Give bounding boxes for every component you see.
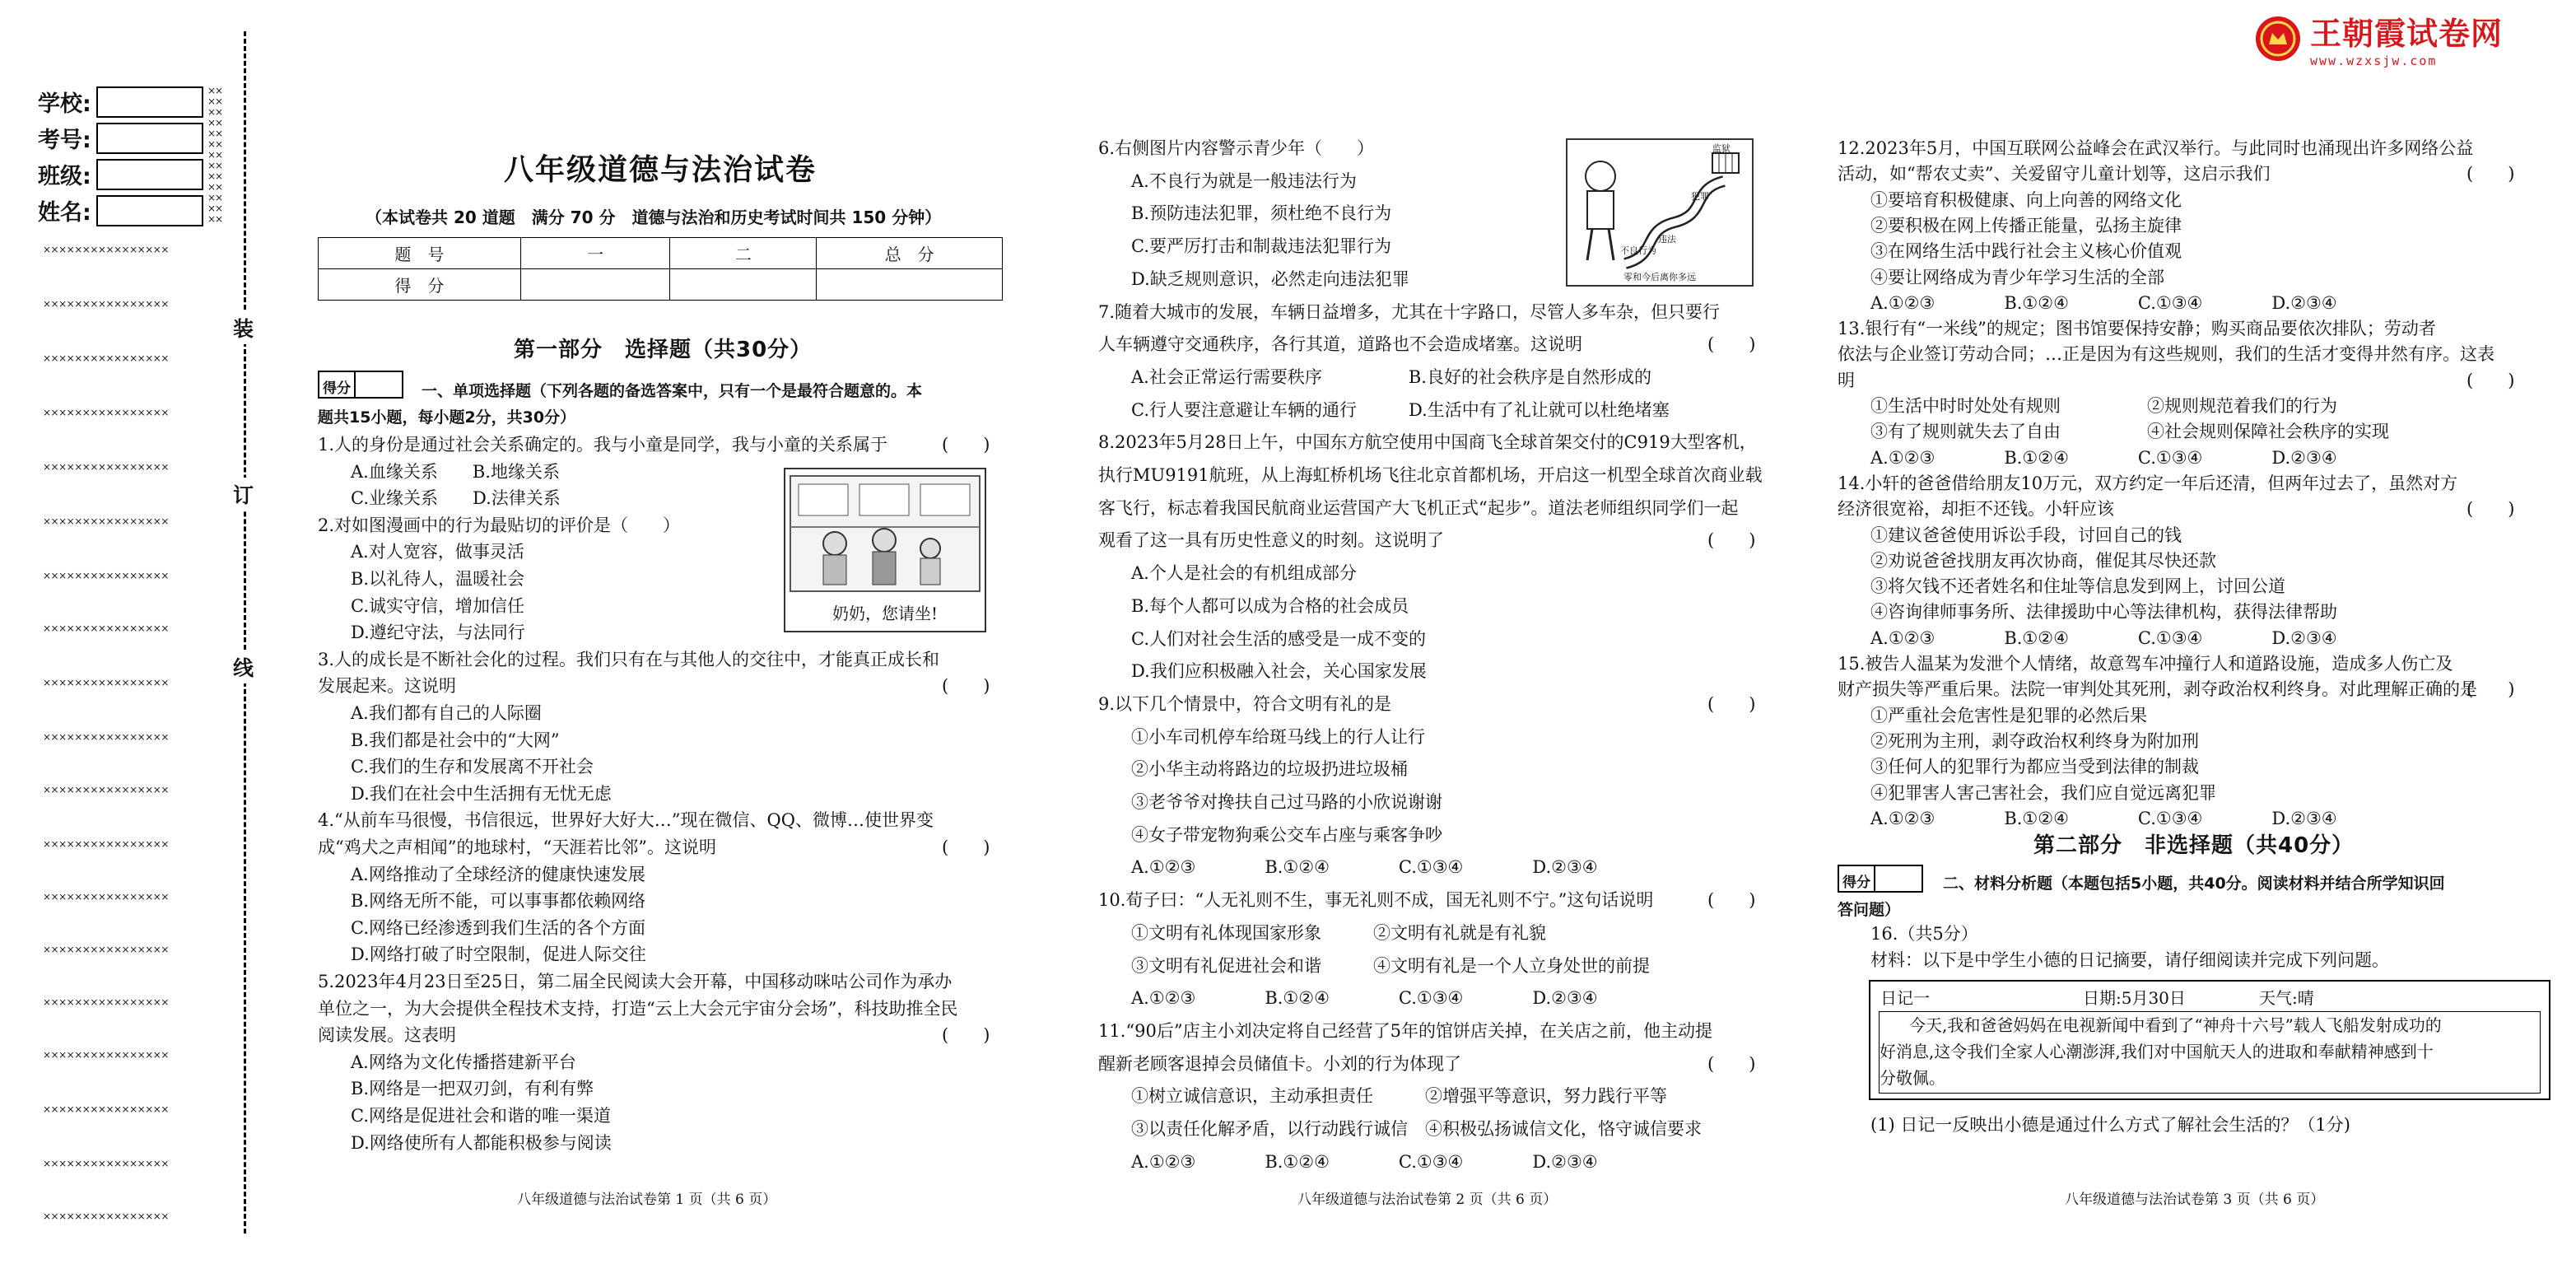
score-table	[318, 237, 1003, 301]
col3-line: ④咨询律师事务所、法律援助中心等法律机构，获得法律帮助	[1870, 602, 2337, 623]
part2-score-label: 得分	[1839, 866, 1875, 891]
col1-line: C.网络已经渗透到我们生活的各个方面	[351, 917, 645, 938]
col1-line: 发展起来。这说明	[318, 676, 456, 697]
col2-line: A.①②③ B.①②④ C.①③④ D.②③④	[1131, 1151, 1598, 1172]
col2-line: B.每个人都可以成为合格的社会成员	[1131, 595, 1409, 616]
school-input[interactable]	[96, 86, 203, 118]
col2-line: B.预防违法犯罪，须杜绝不良行为	[1131, 203, 1392, 224]
answer-bracket[interactable]: ( )	[942, 837, 990, 857]
score-input-part2[interactable]	[670, 269, 817, 301]
col2-line: 7.随着大城市的发展，车辆日益增多，尤其在十字路口，尽管人多车杂，但只要行	[1098, 301, 1721, 322]
answer-bracket[interactable]: ( )	[942, 435, 990, 455]
page-1-footer: 八年级道德与法治试卷第 1 页（共 6 页）	[517, 1192, 777, 1208]
diary-line: 好消息,这令我们全家人心潮澎湃,我们对中国航天人的进取和奉献精神感到十	[1880, 1042, 2434, 1061]
col2-line: 观看了这一具有历史性意义的时刻。这说明了	[1098, 530, 1444, 551]
col2-line: 9.以下几个情景中，符合文明有礼的是	[1098, 693, 1392, 714]
col2-line: ①小车司机停车给斑马线上的行人让行	[1131, 726, 1425, 747]
score-input-part1[interactable]	[520, 269, 670, 301]
col3-line: 依法与企业签订劳动合同；…正是因为有这些规则，我们的生活才变得井然有序。这表	[1838, 344, 2494, 365]
name-label: 姓名:	[38, 200, 91, 226]
x-mark-row: ××××××××××××××××	[43, 996, 169, 1008]
col1-line: A.血缘关系 B.地缘关系	[351, 461, 560, 482]
cartoon-bus-seat-image	[784, 468, 986, 632]
col3-line: 15.被告人温某为发泄个人情绪，故意驾车冲撞行人和道路设施，造成多人伤亡及	[1838, 654, 2453, 674]
site-logo[interactable]	[2254, 8, 2503, 68]
x-mark-row: ××××××××××××××××	[43, 677, 169, 688]
diary-line: 分敬佩。	[1880, 1068, 1945, 1088]
logo-url: www.wzxsjw.com	[2310, 54, 2438, 68]
col2-line: 10.荀子曰：“人无礼则不生，事无礼则不成，国无礼则不宁。”这句话说明	[1098, 890, 1654, 911]
x-mark-row: ××××××××××××××××	[43, 891, 169, 903]
x-mark-row: ××××××××××××××××	[43, 1210, 169, 1222]
sign-label: 违法	[1658, 234, 1676, 245]
col3-line: ③在网络生活中践行社会主义核心价值观	[1870, 241, 2182, 262]
part1-section-instructions: 一、单项选择题（下列各题的备选答案中，只有一个是最符合题意的。本	[422, 382, 923, 400]
col3-line: ④要让网络成为青少年学习生活的全部	[1870, 267, 2164, 287]
col3-line: A.①②③ B.①②④ C.①③④ D.②③④	[1870, 292, 2337, 313]
logo-emblem-icon	[2254, 15, 2302, 63]
x-mark-row: ××××××××××××××××	[43, 515, 169, 527]
col3-line: A.①②③ B.①②④ C.①③④ D.②③④	[1870, 447, 2337, 468]
col1-line: C.业缘关系 D.法律关系	[351, 488, 561, 509]
score-table-header-row	[319, 238, 1003, 269]
class-field-row	[38, 158, 203, 190]
binding-strip	[0, 0, 255, 1264]
part1-title: 第一部分 选择题（共30分）	[514, 338, 813, 362]
x-mark-row: ××××××××××××××××	[43, 944, 169, 955]
x-mark-row: ××××××××××××××××	[43, 623, 169, 634]
col1-line: 单位之一，为大会提供全程技术支持，打造“云上大会元宇宙分会场”，科技助推全民	[318, 998, 958, 1019]
col3-line: ①严重社会危害性是犯罪的必然后果	[1870, 705, 2147, 725]
col3-line: ③有了规则就失去了自由 ④社会规则保障社会秩序的实现	[1870, 422, 2389, 442]
col1-line: C.网络是促进社会和谐的唯一渠道	[351, 1106, 611, 1126]
col2-line: ③文明有礼促进社会和谐 ④文明有礼是一个人立身处世的前提	[1131, 955, 1650, 976]
col1-line: 3.人的成长是不断社会化的过程。我们只有在与其他人的交往中，才能真正成长和	[318, 649, 940, 669]
x-mark-row: ××××××××××××××××	[43, 298, 169, 310]
col2-line: 执行MU9191航班，从上海虹桥机场飞往北京首都机场，开启这一机型全球首次商业载	[1098, 465, 1763, 485]
col3-line: A.①②③ B.①②④ C.①③④ D.②③④	[1870, 808, 2337, 828]
col2-line: C.行人要注意避让车辆的通行 D.生活中有了礼让就可以杜绝堵塞	[1131, 399, 1670, 420]
exam-title: 八年级道德与法治试卷	[504, 152, 818, 187]
x-mark-column: ×× ×× ×× ×× ×× ×× ×× ×× ×× ×× ×× ×× ××	[207, 85, 223, 225]
answer-bracket[interactable]: ( )	[1707, 890, 1756, 911]
seal-dashed-line	[244, 31, 246, 1234]
x-mark-row: ××××××××××××××××	[43, 244, 169, 255]
sign-caption: 零和今后离你多远	[1623, 272, 1696, 282]
cartoon-caption: 奶奶，您请坐!	[831, 604, 939, 623]
col2-line: ②小华主动将路边的垃圾扔进垃圾桶	[1131, 759, 1408, 780]
col3-line: ②劝说爸爸找朋友再次协商，催促其尽快还款	[1870, 550, 2216, 571]
diary-weather: 天气:晴	[2259, 988, 2314, 1008]
answer-bracket[interactable]: ( )	[2467, 370, 2515, 390]
school-label: 学校:	[38, 91, 91, 117]
logo-name: 王朝霞试卷网	[2310, 16, 2504, 52]
col1-line: 成“鸡犬之声相闻”的地球村，“天涯若比邻”。这说明	[318, 837, 716, 857]
part2-section-instructions: 二、材料分析题（本题包括5小题，共40分。阅读材料并结合所学知识回	[1943, 875, 2445, 893]
col1-line: C.诚实守信，增加信任	[351, 595, 524, 616]
col2-line: 6.右侧图片内容警示青少年（ ）	[1098, 138, 1375, 158]
col3-line: 财产损失等严重后果。法院一审判处其死刑，剥夺政治权利终身。对此理解正确的是	[1838, 679, 2477, 700]
col1-line: 2.对如图漫画中的行为最贴切的评价是（ ）	[318, 515, 681, 535]
col1-line: D.我们在社会中生活拥有无忧无虑	[351, 783, 612, 804]
x-mark-row: ××××××××××××××××	[43, 407, 169, 418]
col2-line: C.人们对社会生活的感受是一成不变的	[1131, 628, 1426, 649]
seal-char-zhuang: 装	[233, 311, 254, 344]
col2-line: 8.2023年5月28日上午，中国东方航空使用中国商飞全球首架交付的C919大型客机，	[1098, 432, 1757, 453]
col3-line: 12.2023年5月，中国互联网公益峰会在武汉举行。与此同时也涌现出许多网络公益	[1838, 138, 2474, 158]
exam-id-field-row	[38, 122, 203, 154]
col1-line: B.网络是一把双刃剑，有利有弊	[351, 1079, 594, 1099]
score-table-cell: 一	[520, 238, 670, 269]
score-table-cell: 得 分	[319, 269, 521, 301]
col3-line: A.①②③ B.①②④ C.①③④ D.②③④	[1870, 627, 2337, 648]
law-path-image	[1566, 138, 1754, 287]
part1-score-label: 得分	[319, 372, 356, 397]
col2-line: ④女子带宠物狗乘公交车占座与乘客争吵	[1131, 824, 1442, 845]
seal-char-xian: 线	[233, 651, 254, 683]
x-mark-row: ××××××××××××××××	[43, 838, 169, 850]
x-mark-row: ××××××××××××××××	[43, 352, 169, 364]
path-to-prison-icon	[1567, 140, 1752, 285]
seal-char-ding: 订	[233, 478, 254, 511]
col3-line: 14.小轩的爸爸借给朋友10万元，双方约定一年后还清，但两年过去了，虽然对方	[1838, 473, 2458, 493]
x-mark-row: ××××××××××××××××	[43, 570, 169, 581]
col1-line: D.网络打破了时空限制，促进人际交往	[351, 945, 646, 965]
col1-line: 1.人的身份是通过社会关系确定的。我与小童是同学，我与小童的关系属于	[318, 435, 888, 455]
page-2-footer: 八年级道德与法治试卷第 2 页（共 6 页）	[1297, 1192, 1558, 1208]
col2-line: C.要严厉打击和制裁违法犯罪行为	[1131, 236, 1391, 257]
col3-line: ②要积极在网上传播正能量，弘扬主旋律	[1870, 215, 2182, 236]
question-16-heading: 16.（共5分）	[1870, 924, 1978, 944]
class-input[interactable]	[96, 159, 203, 190]
answer-bracket[interactable]: ( )	[1707, 693, 1756, 714]
col1-line: B.网络无所不能，可以事事都依赖网络	[351, 891, 646, 912]
exam-id-label: 考号:	[38, 128, 91, 153]
col3-line: ①建议爸爸使用诉讼手段，讨回自己的钱	[1870, 525, 2182, 545]
diary-line: 今天,我和爸爸妈妈在电视新闻中看到了“神舟十六号”载人飞船发射成功的	[1909, 1015, 2442, 1035]
col1-line: A.网络推动了全球经济的健康快速发展	[351, 864, 645, 884]
col2-line: ③老爷爷对搀扶自己过马路的小欣说谢谢	[1131, 792, 1442, 812]
diary-title: 日记一	[1880, 988, 1930, 1008]
col2-line: 人车辆遵守交通秩序，各行其道，道路也不会造成堵塞。这说明	[1098, 334, 1582, 355]
x-mark-row: ××××××××××××××××	[43, 1103, 169, 1115]
part2-section-instructions-cont: 答问题）	[1838, 901, 1901, 919]
part2-score-box[interactable]	[1838, 865, 1923, 893]
col1-line: D.网络使所有人都能积极参与阅读	[351, 1132, 612, 1153]
col3-line: ④犯罪害人害己害社会，我们应自觉远离犯罪	[1870, 782, 2216, 803]
col1-line: D.遵纪守法，与法同行	[351, 623, 525, 643]
col2-line: 客飞行，标志着我国民航商业运营国产大飞机正式“起步”。道法老师组织同学们一起	[1098, 497, 1739, 518]
school-field-row	[38, 86, 203, 118]
col1-line: A.网络为文化传播搭建新平台	[351, 1052, 576, 1072]
diary-date: 日期:5月30日	[2083, 988, 2186, 1008]
x-mark-row: ××××××××××××××××	[43, 1049, 169, 1061]
col2-line: ①文明有礼体现国家形象 ②文明有礼就是有礼貌	[1131, 922, 1546, 943]
col1-line: B.以礼待人，温暖社会	[351, 569, 525, 589]
col3-line: ③将欠钱不还者姓名和住址等信息发到网上，讨回公道	[1870, 576, 2285, 597]
x-mark-row: ××××××××××××××××	[43, 1158, 169, 1169]
answer-bracket[interactable]: ( )	[1707, 530, 1756, 551]
col3-line: ③任何人的犯罪行为都应当受到法律的制裁	[1870, 757, 2199, 777]
part1-section-instructions-cont: 题共15小题，每小题2分，共30分）	[318, 408, 576, 427]
diary-box	[1869, 980, 2550, 1100]
sign-label: 监狱	[1712, 143, 1731, 154]
answer-bracket[interactable]: ( )	[942, 676, 990, 697]
col3-line: 活动，如“帮农丈卖”、关爱留守儿童计划等，这启示我们	[1838, 164, 2271, 184]
x-mark-row: ××××××××××××××××	[43, 784, 169, 795]
question-16-material: 材料：以下是中学生小德的日记摘要，请仔细阅读并完成下列问题。	[1870, 950, 2389, 970]
sign-label: 不良行为	[1620, 245, 1656, 256]
part2-title: 第二部分 非选择题（共40分）	[2033, 833, 2355, 858]
col2-line: ①树立诚信意识，主动承担责任 ②增强平等意识，努力践行平等	[1131, 1086, 1667, 1107]
answer-bracket[interactable]: ( )	[2467, 679, 2515, 700]
col3-line: ②死刑为主刑，剥夺政治权利终身为附加刑	[1870, 730, 2199, 751]
answer-bracket[interactable]: ( )	[2467, 164, 2515, 184]
exam-id-input[interactable]	[96, 123, 203, 154]
name-field-row	[38, 194, 203, 226]
col2-line: D.缺乏规则意识，必然走向违法犯罪	[1131, 268, 1409, 289]
col2-line: A.①②③ B.①②④ C.①③④ D.②③④	[1131, 988, 1598, 1009]
answer-bracket[interactable]: ( )	[1707, 1053, 1756, 1074]
page-3-footer: 八年级道德与法治试卷第 3 页（共 6 页）	[2065, 1192, 2325, 1208]
col2-line: A.不良行为就是一般违法行为	[1131, 170, 1357, 191]
x-mark-row: ××××××××××××××××	[43, 731, 169, 743]
col2-line: 11.“90后”店主小刘决定将自己经营了5年的馆饼店关掉，在关店之前，他主动提	[1098, 1020, 1712, 1041]
answer-bracket[interactable]: ( )	[2467, 499, 2515, 520]
col1-line: A.我们都有自己的人际圈	[351, 703, 542, 723]
diary-content	[1879, 1011, 2541, 1094]
col3-line: ①生活中时时处处有规则 ②规则规范着我们的行为	[1870, 396, 2337, 416]
score-table-score-row	[319, 269, 1003, 301]
sign-label: 犯罪	[1691, 191, 1709, 202]
col2-line: A.社会正常运行需要秩序 B.良好的社会秩序是自然形成的	[1131, 366, 1651, 387]
col2-line: ③以责任化解矛盾，以行动践行诚信 ④积极弘扬诚信文化，恪守诚信要求	[1131, 1119, 1702, 1139]
answer-bracket[interactable]: ( )	[942, 1025, 990, 1046]
score-table-cell: 题 号	[319, 238, 521, 269]
question-16-1: (1) 日记一反映出小德是通过什么方式了解社会生活的？（1分)	[1870, 1115, 2350, 1135]
col1-line: 阅读发展。这表明	[318, 1025, 456, 1046]
col3-line: ①要培育积极健康、向上向善的网络文化	[1870, 189, 2182, 210]
bus-scene-icon	[785, 469, 985, 601]
exam-info: （本试卷共 20 道题 满分 70 分 道德与法治和历史考试时间共 150 分钟）	[366, 208, 942, 227]
col1-line: 5.2023年4月23日至25日，第二届全民阅读大会开幕，中国移动咪咕公司作为承办	[318, 972, 953, 991]
col2-line: A.个人是社会的有机组成部分	[1131, 563, 1357, 584]
class-label: 班级:	[38, 164, 91, 189]
score-table-cell: 总 分	[817, 238, 1003, 269]
name-input[interactable]	[96, 195, 203, 226]
score-table-cell: 二	[670, 238, 817, 269]
x-mark-row: ××××××××××××××××	[43, 461, 169, 473]
part1-score-box[interactable]	[318, 371, 403, 399]
col1-line: 4.“从前车马很慢，书信很远，世界好大好大…”现在微信、QQ、微博…使世界变	[318, 810, 934, 831]
col2-line: D.我们应积极融入社会，关心国家发展	[1131, 661, 1427, 682]
col1-line: B.我们都是社会中的“大网”	[351, 730, 560, 750]
answer-bracket[interactable]: ( )	[1707, 334, 1756, 355]
col2-line: 醒新老顾客退掉会员储值卡。小刘的行为体现了	[1098, 1053, 1461, 1074]
col3-line: 经济很宽裕，却拒不还钱。小轩应该	[1838, 499, 2114, 520]
score-input-total[interactable]	[817, 269, 1003, 301]
col3-line: 13.银行有“一米线”的规定；图书馆要保持安静；购买商品要依次排队；劳动者	[1838, 319, 2436, 339]
col1-line: A.对人宽容，做事灵活	[351, 542, 524, 562]
col3-line: 明	[1838, 370, 1855, 390]
col2-line: A.①②③ B.①②④ C.①③④ D.②③④	[1131, 857, 1598, 878]
col1-line: C.我们的生存和发展离不开社会	[351, 757, 594, 777]
